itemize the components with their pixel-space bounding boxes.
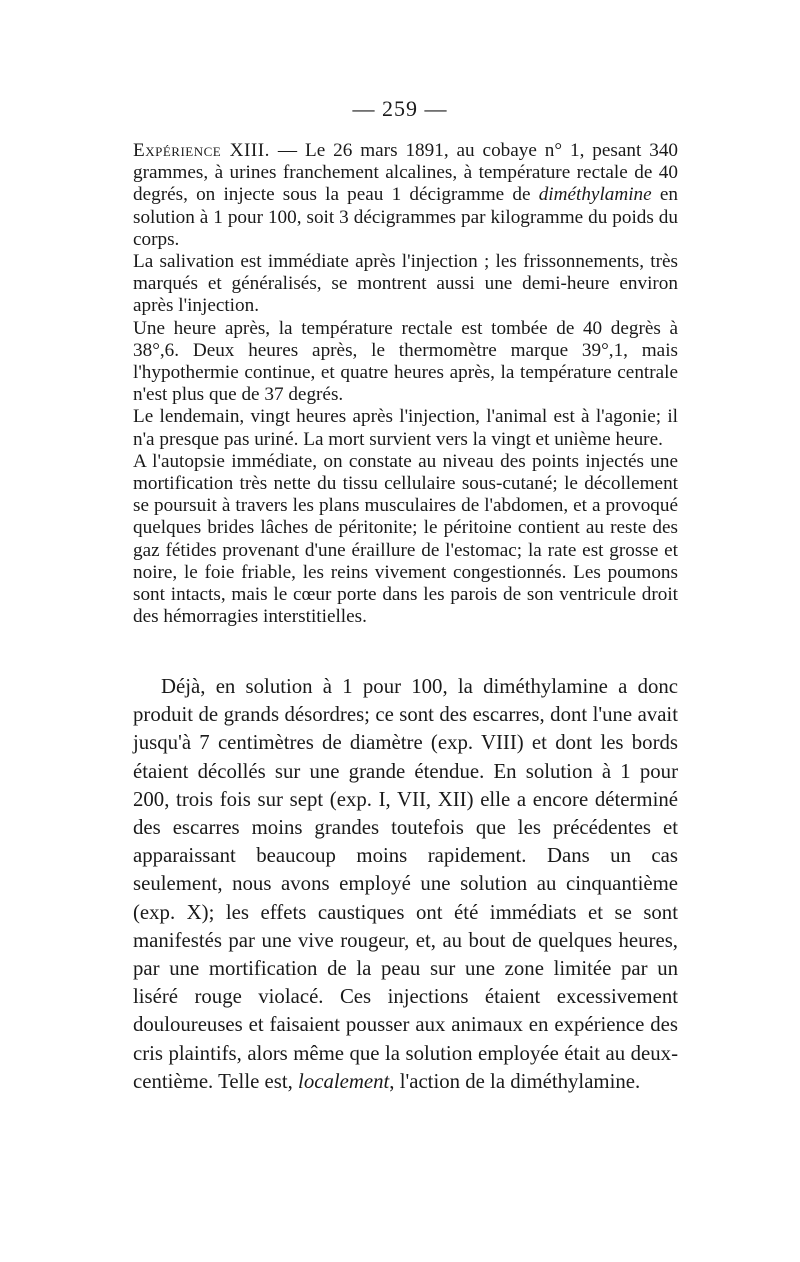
experiment-paragraph-3: Une heure après, la température rectale est tombée de 40 degrès à 38°,6. Deux heures après, le thermomètre marque 39°,1, mais l'hypothermie continue, et quatre heures après, la température centrale n'est plus que de 37 degrés. bbox=[133, 317, 678, 406]
experiment-text: en solution à 1 pour 100, soit 3 décigrammes par kilogramme du poids du corps. bbox=[133, 184, 678, 250]
substance-name: diméthylamine bbox=[538, 184, 652, 206]
discussion-text: Déjà, en solution à 1 pour 100, la diméthylamine a donc produit de grands désordres; ce sont des escarres, dont l'une avait jusqu'à 7 centimètres de diamètre (exp. VIII) et dont les bords étaient décollés sur une grande étendue. En solution à 1 pour 200, trois fois sur sept (exp. I, VII, XII) elle a encore déterminé des escarres moins grandes toutefois que les précédentes et apparaissant beaucoup moins rapidement. Dans un cas seulement, nous avons employé une solution au cinquantième (exp. X); les effets caustiques ont été immédiats et se sont manifestés par une vive rougeur, et, au bout de quelques heures, par une mortification de la peau sur une zone limitée par un liséré rouge violacé. Ces injections étaient excessivement douloureuses et faisaient pousser aux animaux en expérience des cris plaintifs, alors même que la solution employée était au deux-centième. Telle est, bbox=[133, 675, 678, 1093]
experiment-paragraph-5: A l'autopsie immédiate, on constate au niveau des points injectés une mortification très nette du tissu cellulaire sous-cutané; le décollement se poursuit à travers les plans musculaires de l'abdomen, et a provoqué quelques brides lâches de péritonite; le péritoine contient au reste des gaz fétides provenant d'une éraillure de l'estomac; la rate est grosse et noire, le foie friable, les reins vivement congestionnés. Les poumons sont intacts, mais le cœur porte dans les parois de son ventricule droit des hémorragies interstitielles. bbox=[133, 450, 678, 628]
page-number: — 259 — bbox=[352, 96, 448, 121]
emphasis-word: localement bbox=[298, 1069, 390, 1093]
discussion-section bbox=[133, 673, 678, 1096]
experiment-text: — Le 26 mars 1891, au cobaye n° 1, pesant 340 grammes, à urines franchement alcalines, à température rectale de 40 degrés, on injecte sous la peau 1 décigramme de bbox=[133, 140, 679, 206]
experiment-section bbox=[133, 140, 678, 628]
discussion-text: , l'action de la diméthylamine. bbox=[389, 1069, 641, 1093]
experiment-paragraph-2: La salivation est immédiate après l'injection ; les frissonnements, très marqués et généralisés, se montrent aussi une demi-heure environ après l'injection. bbox=[133, 251, 678, 317]
experiment-paragraph-4: Le lendemain, vingt heures après l'injection, l'animal est à l'agonie; il n'a presque pas uriné. La mort survient vers la vingt et unième heure. bbox=[133, 406, 678, 450]
discussion-paragraph bbox=[133, 673, 678, 1096]
experiment-paragraph-1 bbox=[133, 140, 678, 251]
experiment-heading: Expérience XIII. bbox=[133, 140, 270, 161]
